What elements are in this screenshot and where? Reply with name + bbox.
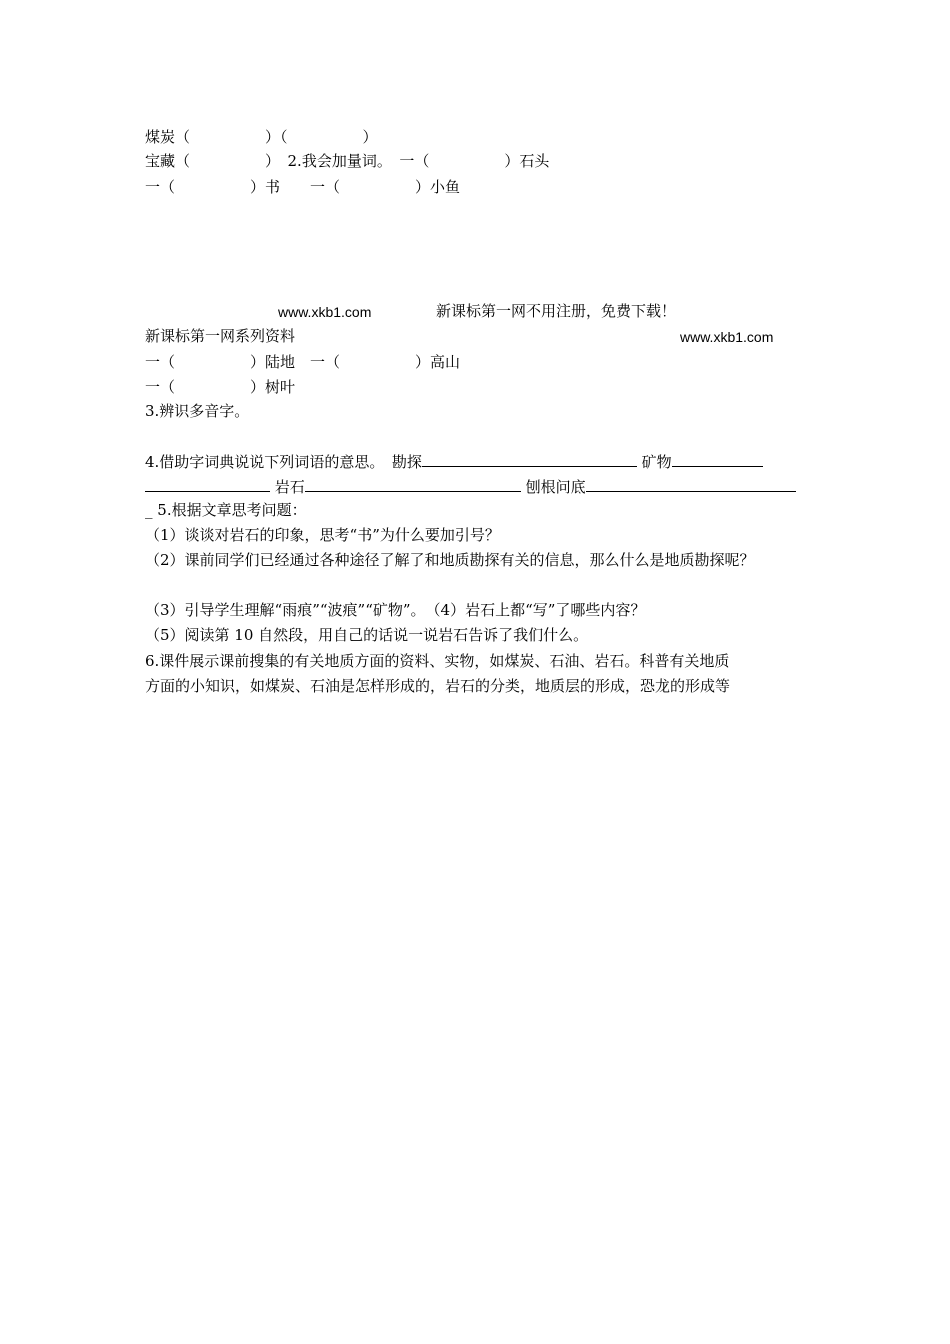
line-dictionary-task-2 <box>145 475 796 497</box>
header-text: 新课标第一网不用注册，免费下载！ <box>436 302 677 320</box>
line-dictionary-task <box>145 450 763 472</box>
underscore-mark: _ <box>145 501 158 519</box>
question-3-4: （3）引导学生理解“雨痕”“波痕”“矿物”。 （4）岩石上都“写”了哪些内容？ <box>145 601 646 619</box>
line-measure-words-2: 一（ ）书 一（ ）小鱼 <box>145 178 461 196</box>
question-5: （5）阅读第 10 自然段，用自己的话说一说岩石告诉了我们什么。 <box>145 626 589 644</box>
blank-line <box>305 475 521 492</box>
item-6-line-2: 方面的小知识，如煤炭、石油是怎样形成的，岩石的分类，地质层的形成，恐龙的形成等 <box>145 677 731 695</box>
header-url: www.xkb1.com <box>278 304 372 320</box>
line-coal-treasure: 煤炭（ ）（ ） <box>145 128 378 146</box>
blank-line <box>672 450 763 467</box>
word-yanshi: 岩石 <box>274 478 305 496</box>
question-2: （2）课前同学们已经通过各种途径了解了和地质勘探有关的信息，那么什么是地质勘探呢？ <box>145 551 755 569</box>
series-url: www.xkb1.com <box>680 329 774 345</box>
word-kantan: 勘探 <box>391 453 422 471</box>
blank-line <box>145 475 270 492</box>
word-kuangwu: 矿物 <box>641 453 672 471</box>
series-text: 新课标第一网系列资料 <box>145 327 296 345</box>
line-measure-words-4: 一（ ）树叶 <box>145 378 296 396</box>
line-measure-words-1: 宝藏（ ） 2.我会加量词。 一（ ）石头 <box>145 152 550 170</box>
questions-heading: 5.根据文章思考问题： <box>157 501 307 519</box>
item-6-line-1: 6.课件展示课前搜集的有关地质方面的资料、实物，如煤炭、石油、岩石。科普有关地质 <box>145 652 730 670</box>
dictionary-task-prefix: 4.借助字词典说说下列词语的意思。 <box>145 453 392 471</box>
question-1: （1）谈谈对岩石的印象，思考“书”为什么要加引号？ <box>145 526 500 544</box>
word-paogenwendi: 刨根问底 <box>525 478 586 496</box>
line-questions-heading <box>145 500 307 522</box>
blank-line <box>422 450 637 467</box>
line-measure-words-3: 一（ ）陆地 一（ ）高山 <box>145 353 461 371</box>
blank-line <box>586 475 796 492</box>
line-polyphonic: 3.辨识多音字。 <box>145 402 250 420</box>
